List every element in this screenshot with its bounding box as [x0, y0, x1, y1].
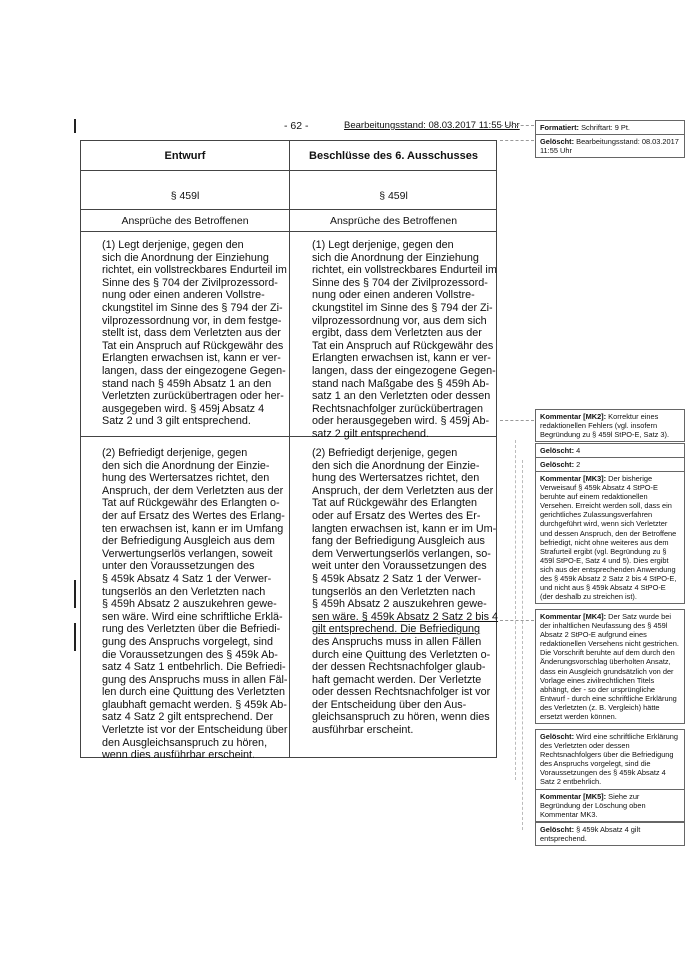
text-line: den sich die Anordnung der Einzie- [102, 459, 270, 472]
balloon-label: Kommentar [MK5]: [540, 792, 607, 801]
text-line: § 459k Absatz 4 Satz 1 der Verwer- [102, 572, 272, 585]
text-line: Erlangten erwachsen ist, kann er ver- [312, 352, 491, 365]
text-line: rung des Verletzten über die Befriedi- [102, 623, 281, 636]
comment-leader-line [522, 460, 523, 830]
text-line: oder herausgegeben wird. § 459j Ab- [312, 415, 490, 428]
change-bar [74, 119, 76, 133]
text-line: hung des Wertersatzes richtet, den [312, 472, 480, 485]
text-line: Tat auf Rückgewähr des Erlangten [312, 497, 478, 510]
text-line: glaubhaft gemacht werden. § 459k Ab- [102, 698, 287, 711]
text-line: die Voraussetzungen des § 459k Ab- [102, 648, 278, 661]
text-line: Sinne des § 704 der Zivilprozessord- [312, 276, 488, 289]
balloon-label: Gelöscht: [540, 825, 575, 834]
text-line: langen, dass der eingezogene Gegen- [102, 364, 286, 377]
balloon-label: Kommentar [MK4]: [540, 612, 607, 621]
text-line: Anspruch, der dem Verletzten aus der [312, 484, 494, 497]
text-line: der dessen Rechtsnachfolger glaub- [312, 661, 486, 674]
paragraph-1-draft [102, 239, 287, 428]
text-line: Verwertungserlös verlangen, soweit [102, 547, 273, 560]
text-line: den sich die Anordnung der Einzie- [312, 459, 480, 472]
text-line: langen, dass der eingezogene Gegen- [312, 364, 496, 377]
section-title-draft: Ansprüche des Betroffenen [121, 215, 249, 227]
text-line: Satz 2 und 3 gilt entsprechend. [102, 415, 251, 428]
text-line: satz 4 Satz 2 gilt entsprechend. Der [102, 711, 274, 724]
text-line: § 459k Absatz 2 Satz 1 der Verwer- [312, 572, 482, 585]
section-title-committee: Ansprüche des Betroffenen [329, 215, 458, 227]
text-line: ausgegeben wird. § 459j Absatz 4 [102, 402, 265, 415]
text-line: Verletzten zurückübertragen oder her- [102, 390, 284, 403]
text-line: durch eine Quittung des Verletzten o- [312, 648, 491, 661]
text-line: satz 4 Satz 1 entbehrlich. Die Befriedi- [102, 661, 286, 674]
paragraph-1-committee [312, 239, 497, 441]
text-line: § 459h Absatz 2 auszukehren gewe- [312, 598, 487, 611]
balloon-text: § 459k Absatz 4 gilt entsprechend. [540, 825, 641, 844]
text-line: der Entscheidung über den Aus- [312, 698, 467, 711]
synopsis-table [80, 140, 499, 762]
text-line: Tat ein Anspruch auf Rückgewähr des [312, 339, 494, 352]
text-line: Erlangten erwachsen ist, kann er ver- [102, 352, 281, 365]
balloon-label: Kommentar [MK3]: [540, 474, 607, 483]
text-line: tungserlös an den Verletzten nach [312, 585, 476, 598]
row-divider [81, 209, 496, 210]
text-line: sich die Anordnung der Einziehung [102, 251, 269, 264]
text-line: hung des Wertersatzes richtet, den [102, 472, 270, 485]
text-line: sich die Anordnung der Einziehung [312, 251, 479, 264]
format-balloon[interactable] [535, 120, 685, 135]
comment-leader-line [500, 420, 534, 421]
paragraph-2-draft [102, 447, 288, 762]
text-line: vilprozessordnung vor, aus dem sich [312, 314, 487, 327]
balloon-text: Wird eine schriftliche Erklärung des Verletzten oder dessen Rechtsnachfolgers über die Befriedigung des Anspruchs vorgelegt, sind die Voraussetzungen des § 459k Absatz 4 Satz 2 entbehrlich. [540, 732, 679, 787]
text-line: nung oder einen anderen Vollstre- [312, 289, 475, 302]
text-line: stand nach Maßgabe des § 459h Ab- [312, 377, 490, 390]
balloon-label: Kommentar [MK2]: [540, 412, 607, 421]
text-line: ausführbar erscheint. [312, 724, 414, 737]
text-line: haft gemacht werden. Der Verletzte [312, 673, 482, 686]
text-line: Rechtsnachfolger zurückübertragen [312, 402, 484, 415]
text-line: gung des Anspruchs vorgelegt, sind [102, 635, 274, 648]
inserted-text-line: sen wäre. § 459k Absatz 2 Satz 2 bis 4 [312, 610, 499, 623]
processing-status: Bearbeitungsstand: 08.03.2017 11:55 Uhr [344, 120, 520, 131]
text-line: wenn dies ausführbar erscheint. [102, 749, 256, 762]
section-number-committee: § 459l [379, 190, 408, 202]
deleted-balloon[interactable] [535, 822, 685, 846]
text-line: (2) Befriedigt derjenige, gegen [312, 447, 458, 459]
comment-balloon-mk4[interactable] [535, 609, 685, 724]
comment-leader-line [515, 440, 516, 780]
page-number: - 62 - [284, 120, 309, 132]
comment-leader-line [500, 125, 534, 126]
deleted-balloon[interactable] [535, 729, 685, 790]
text-line: (2) Befriedigt derjenige, gegen [102, 447, 248, 459]
balloon-text: Bearbeitungsstand: 08.03.2017 11:55 Uhr [540, 137, 679, 156]
deleted-balloon[interactable] [535, 134, 685, 158]
text-line: (1) Legt derjenige, gegen den [102, 239, 244, 251]
text-line: gleichsanspruch zu hören, wenn dies [312, 711, 490, 724]
text-line: satz 1 an den Verletzten oder dessen [312, 390, 491, 403]
change-bar [74, 623, 76, 651]
change-bar [74, 580, 76, 608]
text-line: satz 2 gilt entsprechend. [312, 427, 430, 440]
text-line: Verletzte ist vor der Entscheidung über [102, 724, 288, 737]
column-divider [289, 141, 290, 757]
comment-balloon-mk2[interactable] [535, 409, 685, 442]
balloon-label: Formatiert: [540, 123, 580, 132]
inserted-text-line: gilt entsprechend. Die Befriedigung [312, 623, 481, 636]
text-line: ckungstitel im Sinne des § 794 der Zi- [102, 301, 283, 314]
balloon-label: Gelöscht: [540, 460, 575, 469]
balloon-text: Der bisherige Verweisauf § 459k Absatz 4 StPO-E beruhte auf einem redaktionellen Versehen. Erreicht werden soll, dass ein gerichtliches Zulassungsverfahren durchgeführt wird, wenn sich Verletzter und dessen Anspruch, den der Betroffene befriedigt, nicht ohne weiteres aus dem Strafurteil ergibt (vgl. Begründung zu § 459l StPO-E, Satz 4 und 5). Dies ergibt sich aus der entsprechenden Anwendung des § 459k Absatz 2 Satz 2 bis 4 StPO-E, und nicht aus § 459k Absatz 4 StPO-E (der deshalb zu streichen ist). [540, 474, 677, 602]
text-line: gung des Anspruchs muss in allen Fäl- [102, 673, 288, 686]
balloon-text: Korrektur eines redaktionellen Fehlers (vgl. insofern Begründung zu § 459l StPO-E, Satz 3). [540, 412, 670, 440]
text-line: ergibt, dass dem Verletzten aus der [312, 327, 482, 340]
balloon-text: 2 [574, 460, 581, 469]
text-line: vilprozessordnung vor, in dem festge- [102, 314, 282, 327]
text-line: Tat auf Rückgewähr des Erlangten o- [102, 497, 280, 510]
deleted-balloon[interactable] [535, 443, 685, 458]
text-line: Sinne des § 704 der Zivilprozessord- [102, 276, 278, 289]
text-line: ten erwachsen ist, kann er im Umfang [102, 522, 284, 535]
comment-balloon-mk3[interactable] [535, 471, 685, 604]
text-line: fang der Befriedigung Ausgleich aus [312, 535, 485, 548]
text-line: nung oder einen anderen Vollstre- [102, 289, 265, 302]
text-line: richtet, ein vollstreckbares Endurteil im [312, 264, 497, 277]
balloon-text: 4 [574, 446, 581, 455]
text-line: des Anspruchs muss in allen Fällen [312, 635, 482, 648]
text-line: § 459h Absatz 2 auszukehren gewe- [102, 598, 277, 611]
text-line: sen wäre. Wird eine schriftliche Erklä- [102, 610, 283, 623]
balloon-label: Gelöscht: [540, 446, 575, 455]
text-line: (1) Legt derjenige, gegen den [312, 239, 454, 251]
comment-leader-line [500, 140, 534, 141]
balloon-text: Siehe zur Begründung der Löschung oben Kommentar MK3. [540, 792, 646, 820]
row-divider [81, 231, 496, 232]
text-line: langten erwachsen ist, kann er im Um- [312, 522, 497, 535]
text-line: der auf Ersatz des Wertes des Erlang- [102, 509, 285, 522]
text-line: Anspruch, der dem Verletzten aus der [102, 484, 284, 497]
text-line: tungserlös an den Verletzten nach [102, 585, 266, 598]
section-number-draft: § 459l [170, 190, 200, 202]
text-line: richtet, ein vollstreckbares Endurteil im [102, 264, 287, 277]
balloon-label: Gelöscht: [540, 137, 575, 146]
text-line: der Befriedigung Ausgleich aus dem [102, 535, 275, 548]
text-line: stellt ist, dass dem Verletzten aus der [102, 327, 281, 340]
paragraph-2-committee [312, 447, 499, 737]
comment-leader-line [500, 620, 534, 621]
column-header-draft: Entwurf [164, 150, 206, 162]
balloon-text: Der Satz wurde bei der inhaltlichen Neufassung des § 459l Absatz 2 StPO-E aufgrund eines redaktionellen Versehens nicht gestrichen. Die Vorschrift beruhte auf dem durch den Änderungsvorschlag überholten Ansatz, dass ein Ausgleich grundsätzlich von der Vorlage eines zivilrechtlichen Titels abhängt, der - so der ursprüngliche Entwurf - durch eine schriftliche Erklärung des Verletzten (z. B. Vergleich) hätte ersetzt werden können. [540, 612, 679, 722]
text-line: unter den Voraussetzungen des [102, 560, 255, 573]
text-line: stand nach § 459h Absatz 1 an den [102, 377, 272, 390]
text-line: oder auf Ersatz des Wertes des Er- [312, 509, 481, 522]
balloon-text: Schriftart: 9 Pt. [579, 123, 630, 132]
row-divider [81, 170, 496, 171]
text-line: dem Verwertungserlös verlangen, so- [312, 547, 491, 560]
text-line: len durch eine Quittung des Verletzten [102, 686, 286, 699]
column-header-committee: Beschlüsse des 6. Ausschusses [309, 150, 478, 162]
text-line: oder dessen Rechtsnachfolger ist vor [312, 686, 491, 699]
text-line: den Ausgleichsanspruch zu hören, [102, 736, 268, 749]
balloon-label: Gelöscht: [540, 732, 575, 741]
text-line: weit unter den Voraussetzungen des [312, 560, 487, 573]
text-line: Tat ein Anspruch auf Rückgewähr des [102, 339, 284, 352]
text-line: ckungstitel im Sinne des § 794 der Zi- [312, 301, 493, 314]
comment-balloon-mk5[interactable] [535, 789, 685, 822]
deleted-balloon[interactable] [535, 457, 685, 472]
